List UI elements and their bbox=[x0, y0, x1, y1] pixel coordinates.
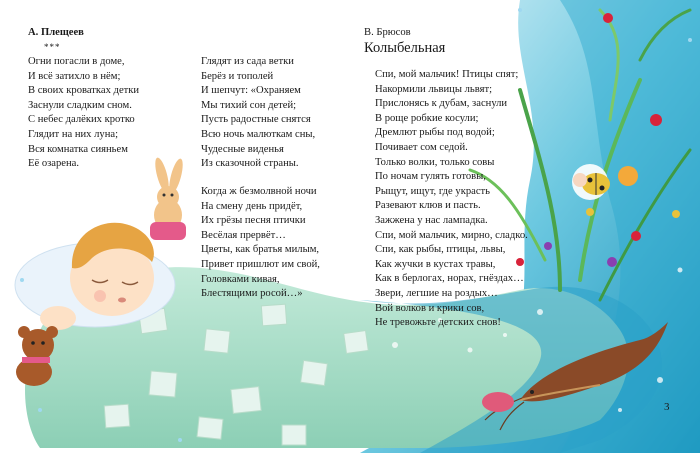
poem-line: Весёлая прервёт… bbox=[201, 229, 286, 241]
left-poem-column-1 bbox=[28, 55, 139, 172]
poem-line: Мы тихий сон детей; bbox=[201, 99, 297, 111]
poem-line: Спи, мой мальчик! Птицы спят; bbox=[375, 69, 519, 80]
poem-line: Глядят из сада ветки bbox=[201, 56, 294, 67]
poem-line: Рыщут, ищут, где украсть bbox=[375, 185, 491, 197]
poem-line: Не тревожьте детских снов! bbox=[375, 317, 501, 329]
poem-line: Их грёзы песня птички bbox=[201, 215, 306, 227]
poem-line: Дремлют рыбы под водой; bbox=[375, 127, 495, 139]
poem-line: Когда ж безмолвной ночи bbox=[201, 186, 317, 197]
poem-line: По ночам гулять готовы, bbox=[375, 171, 486, 183]
poem-line: Берёз и тополей bbox=[201, 70, 274, 82]
poem-line: Вся комнатка сияньем bbox=[28, 143, 128, 155]
poem-line: И шепчут: «Охраняем bbox=[201, 85, 301, 97]
poem-line: Разевают клюв и пасть. bbox=[375, 200, 481, 212]
poem-line: Вой волков и крики сов, bbox=[375, 302, 485, 314]
right-poem-title: Колыбельная bbox=[364, 40, 446, 56]
poem-line: На смену день придёт, bbox=[201, 200, 303, 212]
poem-line: В роще робкие косули; bbox=[375, 112, 479, 124]
right-poem-author: В. Брюсов bbox=[364, 27, 411, 38]
left-poem-column-2a bbox=[201, 55, 315, 172]
poem-line: С небес далёких кротко bbox=[28, 114, 135, 126]
poem-line: Заснули сладким сном. bbox=[28, 99, 132, 111]
poem-line: Почивает сом седой. bbox=[375, 141, 468, 153]
poem-line: Глядит на них луна; bbox=[28, 128, 119, 140]
poem-line: Цветы, как братья милым, bbox=[201, 244, 320, 256]
poem-line: В своих кроватках детки bbox=[28, 85, 140, 97]
left-poem-author: А. Плещеев bbox=[28, 27, 84, 38]
poem-line: Только волки, только совы bbox=[375, 156, 495, 168]
bunny-toy-icon bbox=[150, 156, 186, 240]
poem-line: Спи, мой мальчик, мирно, сладко. bbox=[375, 229, 528, 241]
poem-line: Пусть радостные снятся bbox=[201, 114, 311, 126]
poem-line: Зажжена у нас лампадка. bbox=[375, 214, 488, 226]
poem-line: Огни погасли в доме, bbox=[28, 56, 125, 67]
poem-line: Всю ночь малюткам сны, bbox=[201, 128, 316, 140]
poem-line: Звери, легшие на роздых… bbox=[375, 287, 498, 299]
left-poem-column-2b bbox=[201, 185, 320, 302]
poem-line: Прислонясь к дубам, заснули bbox=[375, 98, 508, 110]
poem-separator: *** bbox=[44, 42, 61, 52]
poem-line: Из сказочной страны. bbox=[201, 158, 299, 170]
page-number: 3 bbox=[664, 401, 670, 413]
poem-line: И всё затихло в нём; bbox=[28, 70, 121, 82]
poem-line: Спи, как рыбы, птицы, львы, bbox=[375, 244, 506, 256]
poem-line: Как жучки в кустах травы, bbox=[375, 258, 496, 270]
poem-line: Головками кивая, bbox=[201, 273, 280, 285]
poem-line: Чудесные виденья bbox=[201, 143, 284, 155]
poem-line: Накормили львицы львят; bbox=[375, 83, 493, 95]
right-poem-body bbox=[375, 68, 528, 331]
poem-line: Блестящими росой…» bbox=[201, 288, 303, 300]
poem-line: Её озарена. bbox=[28, 158, 80, 170]
poem-line: Привет пришлют им свой, bbox=[201, 258, 320, 270]
poem-line: Как в берлогах, норах, гнёздах… bbox=[375, 273, 524, 285]
